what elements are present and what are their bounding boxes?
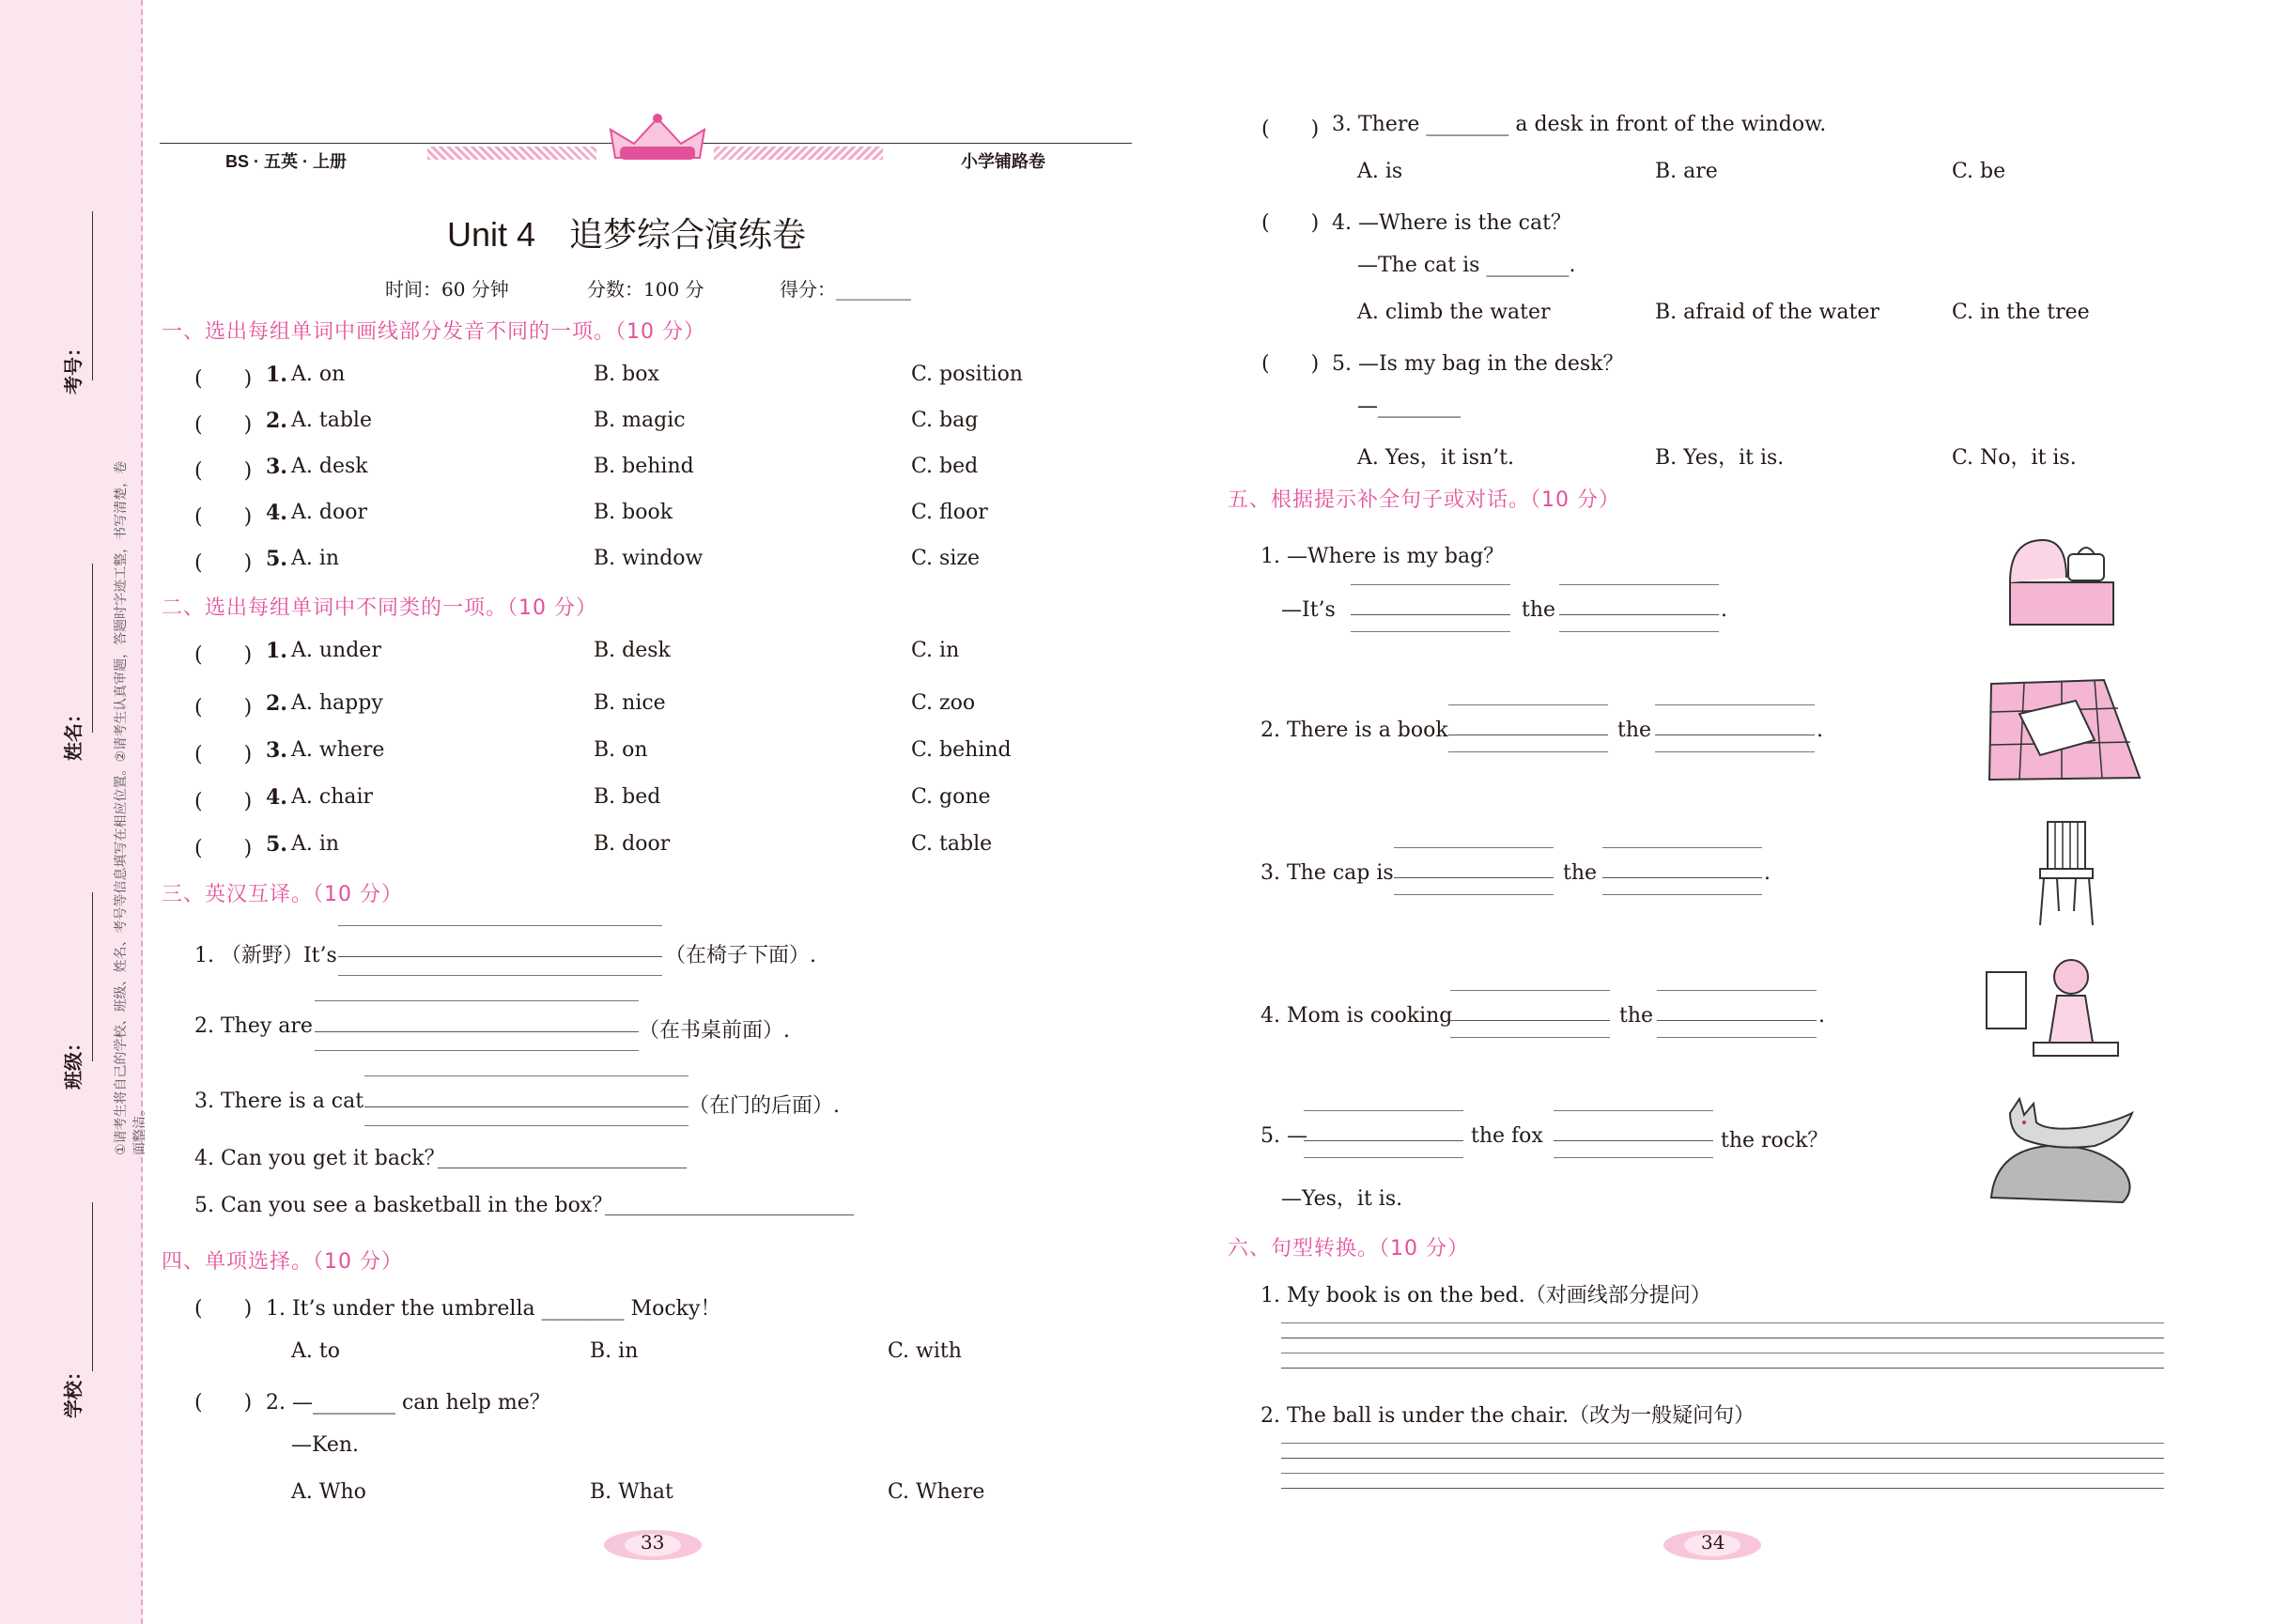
banji-line: [92, 892, 93, 1061]
s4-q4-answer: —The cat is ________.: [1357, 254, 1576, 277]
s1-q4-b: B. book: [594, 501, 673, 524]
s3-q1-end: （在椅子下面）.: [665, 944, 816, 967]
s3-q3-end: （在门的后面）.: [688, 1094, 840, 1118]
s1-q2-b: B. magic: [594, 409, 686, 432]
s1-q1-num: 1.: [266, 363, 287, 387]
s2-q2-a: A. happy: [291, 691, 383, 715]
s4-q3-a: A. is: [1357, 160, 1403, 183]
section4-title: 四、单项选择。（10 分）: [162, 1250, 403, 1274]
section1-title: 一、选出每组单词中画线部分发音不同的一项。（10 分）: [162, 320, 705, 344]
s3-q5: 5. Can you see a basketball in the box？: [194, 1194, 613, 1217]
s4-q3: 3. There ________ a desk in front of the window.: [1332, 113, 1827, 136]
s3-q3-blank[interactable]: [364, 1106, 688, 1107]
mom-cooking-illustration-icon: [1982, 953, 2123, 1066]
s2-q3-num: 3.: [266, 738, 287, 763]
xuexiao-line: [92, 1202, 93, 1371]
s4-q2-a: A. Who: [291, 1480, 366, 1504]
s5-q5-blank2[interactable]: [1554, 1140, 1713, 1141]
s3-q2-start: 2. They are: [194, 1014, 313, 1038]
header-band-right: [714, 147, 883, 160]
s2-q2-c: C. zoo: [911, 691, 976, 715]
xingming-line: [92, 564, 93, 733]
s6-q1: 1. My book is on the bed.（对画线部分提问）: [1260, 1284, 1711, 1307]
s5-q4-the: the: [1619, 1004, 1654, 1028]
page-number-left: 33: [641, 1531, 665, 1554]
s1-q5-num: 5.: [266, 547, 287, 571]
s5-q4-blank1[interactable]: [1450, 1020, 1610, 1021]
s4-q5-answer: —________: [1357, 394, 1461, 418]
chair-illustration-icon: [2019, 817, 2113, 930]
s4-q5: 5. —Is my bag in the desk？: [1332, 352, 1624, 376]
fox-rock-illustration-icon: [1982, 1094, 2142, 1212]
s2-q5-a: A. in: [291, 832, 340, 856]
s2-q3-b: B. on: [594, 738, 648, 762]
s2-q4-num: 4.: [266, 785, 287, 810]
s1-q4-c: C. floor: [911, 501, 988, 524]
s5-q2-the: the: [1617, 719, 1652, 742]
s2-q1-b: B. desk: [594, 639, 671, 662]
header-left-label: BS · 五英 · 上册: [225, 152, 347, 171]
s3-q1-start: 1. （新野）It’s: [194, 944, 337, 967]
s2-q2-b: B. nice: [594, 691, 666, 715]
s4-q2-b: B. What: [590, 1480, 673, 1504]
s2-q4-c: C. gone: [911, 785, 991, 809]
s1-q3-num: 3.: [266, 455, 287, 479]
score-label: 分数：100 分: [587, 278, 704, 301]
section6-title: 六、句型转换。（10 分）: [1228, 1237, 1469, 1261]
s2-q4-b: B. bed: [594, 785, 661, 809]
s3-q4: 4. Can you get it back？: [194, 1147, 445, 1170]
s4-q5-a: A. Yes，it isn’t.: [1357, 446, 1514, 470]
s5-q4-blank2[interactable]: [1657, 1020, 1817, 1021]
s1-q5-a: A. in: [291, 547, 340, 570]
s6-q2-answer-line[interactable]: [1281, 1458, 2164, 1459]
s5-q4-start: 4. Mom is cooking: [1260, 1004, 1453, 1028]
notice-text: ①请考生将自己的学校、班级、姓名、考号等信息填写在相应位置。②请考生认真审题，答题时字迹工整，书写清楚，卷面整洁。: [113, 460, 147, 1155]
s1-q1-a: A. on: [291, 363, 346, 386]
s4-q4-b: B. afraid of the water: [1655, 301, 1879, 324]
header-right-label: 小学铺路卷: [961, 152, 1045, 171]
s1-q1-c: C. position: [911, 363, 1023, 386]
s3-q3-start: 3. There is a cat: [194, 1090, 364, 1113]
label-banji: 班级：: [64, 1033, 85, 1090]
s4-q3-b: B. are: [1655, 160, 1718, 183]
s4-q5-b: B. Yes，it is.: [1655, 446, 1785, 470]
s1-q2-a: A. table: [291, 409, 372, 432]
s4-q1-c: C. with: [888, 1339, 962, 1363]
s5-q3-period: .: [1764, 861, 1771, 885]
section2-title: 二、选出每组单词中不同类的一项。（10 分）: [162, 596, 597, 620]
s5-q1-blank1[interactable]: [1351, 614, 1510, 615]
s5-q5-start: 5. —: [1260, 1124, 1307, 1148]
s5-q1-answer-start: —It’s: [1281, 598, 1336, 622]
s5-q4-period: .: [1818, 1004, 1825, 1028]
s1-q2-c: C. bag: [911, 409, 979, 432]
kaohao-line: [92, 211, 93, 380]
s5-q3-blank1[interactable]: [1394, 877, 1554, 878]
got-label: 得分：________: [780, 278, 911, 301]
s5-q5-blank1[interactable]: [1304, 1140, 1463, 1141]
label-xuexiao: 学校：: [64, 1362, 85, 1418]
s3-q2-blank[interactable]: [315, 1031, 639, 1032]
s1-q4-num: 4.: [266, 501, 287, 525]
s1-q2-num: 2.: [266, 409, 287, 433]
s5-q1-question: 1. —Where is my bag？: [1260, 545, 1505, 568]
s2-q5-b: B. door: [594, 832, 671, 856]
s4-q2-c: C. Where: [888, 1480, 985, 1504]
s2-q3-a: A. where: [291, 738, 385, 762]
s2-q1-c: C. in: [911, 639, 960, 662]
s5-q2-period: .: [1817, 719, 1823, 742]
s2-q1-num: 1.: [266, 639, 287, 663]
label-xingming: 姓名：: [64, 704, 85, 761]
s4-q2-answer: —Ken.: [291, 1433, 360, 1457]
bed-bag-illustration-icon: [1991, 526, 2132, 643]
s4-q1: 1. It’s under the umbrella ________ Mocky！: [266, 1297, 721, 1321]
s5-q3-the: the: [1563, 861, 1598, 885]
desk-book-illustration-icon: [1982, 674, 2142, 787]
s5-q5-fox: the fox: [1471, 1124, 1543, 1148]
s5-q3-blank2[interactable]: [1602, 877, 1762, 878]
s2-q1-a: A. under: [291, 639, 381, 662]
s1-q4-a: A. door: [291, 501, 367, 524]
s4-q2: 2. —________ can help me？: [266, 1391, 550, 1415]
time-label: 时间：60 分钟: [385, 278, 509, 301]
s1-q5-c: C. size: [911, 547, 980, 570]
s5-q5-rock: the rock？: [1721, 1129, 1829, 1152]
s1-q3-b: B. behind: [594, 455, 694, 478]
s5-q1-blank2[interactable]: [1559, 614, 1719, 615]
section3-title: 三、英汉互译。（10 分）: [162, 883, 403, 906]
s5-q5-reply: —Yes，it is.: [1281, 1187, 1403, 1211]
s4-q4-c: C. in the tree: [1952, 301, 2090, 324]
s5-q2-start: 2. There is a book: [1260, 719, 1448, 742]
s4-q1-a: A. to: [291, 1339, 340, 1363]
s1-q3-a: A. desk: [291, 455, 368, 478]
s2-q2-num: 2.: [266, 691, 287, 716]
s3-q2-end: （在书桌前面）.: [639, 1019, 790, 1043]
s1-q3-c: C. bed: [911, 455, 979, 478]
s4-q4-a: A. climb the water: [1357, 301, 1551, 324]
header-band-left: [427, 147, 596, 160]
s1-q5-b: B. window: [594, 547, 704, 570]
s4-q5-c: C. No，it is.: [1952, 446, 2077, 470]
s6-q2: 2. The ball is under the chair.（改为一般疑问句）: [1260, 1404, 1755, 1428]
s5-q3-start: 3. The cap is: [1260, 861, 1394, 885]
page-number-right: 34: [1701, 1531, 1725, 1554]
s5-q1-the: the: [1522, 598, 1556, 622]
s2-q4-a: A. chair: [291, 785, 374, 809]
s1-q1-b: B. box: [594, 363, 659, 386]
page-title: Unit 4 追梦综合演练卷: [447, 215, 807, 254]
s4-q4: 4. —Where is the cat？: [1332, 211, 1571, 235]
s5-q1-period: .: [1721, 598, 1727, 622]
s4-q1-b: B. in: [590, 1339, 639, 1363]
crown-logo-icon: [601, 111, 714, 167]
label-kaohao: 考号：: [64, 338, 85, 394]
section5-title: 五、根据提示补全句子或对话。（10 分）: [1228, 488, 1620, 512]
s4-q3-c: C. be: [1952, 160, 2006, 183]
s2-q5-c: C. table: [911, 832, 993, 856]
s2-q5-num: 5.: [266, 832, 287, 857]
s3-q5-blank[interactable]: [605, 1214, 854, 1215]
s3-q1-blank[interactable]: [338, 956, 662, 957]
s2-q3-c: C. behind: [911, 738, 1012, 762]
